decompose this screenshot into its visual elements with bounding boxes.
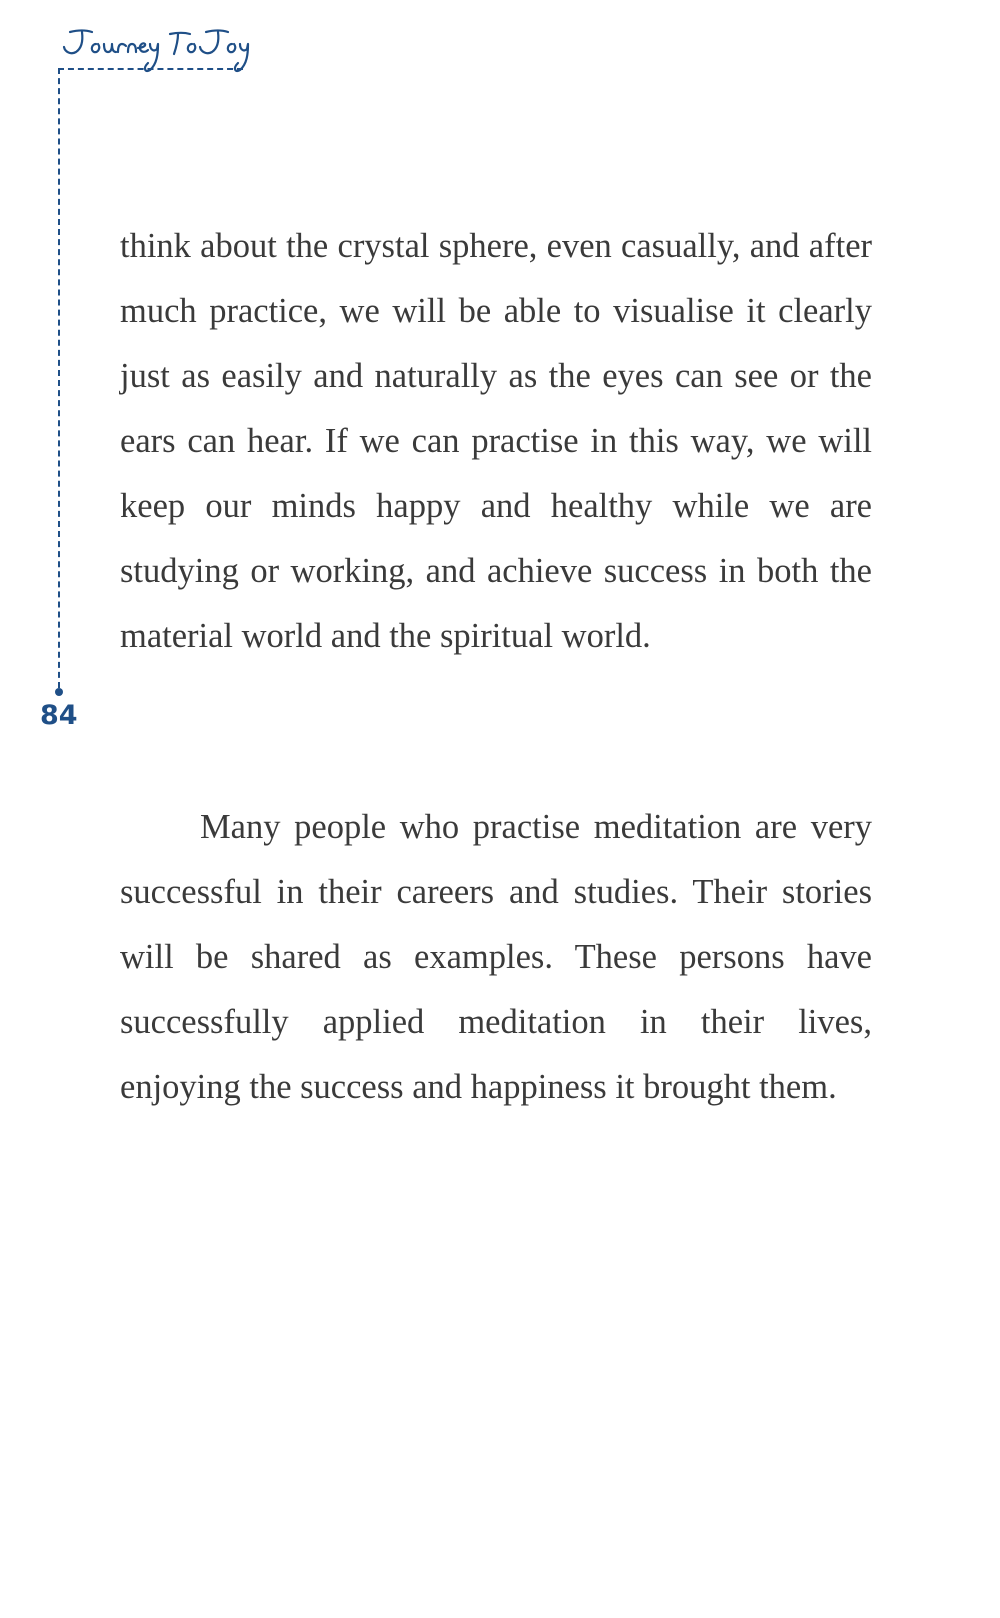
page-number: 84 [40,700,78,731]
book-title-script [58,26,258,74]
guide-dot [55,688,63,696]
guide-line-horizontal [58,68,243,70]
guide-line-vertical [58,68,60,688]
body-paragraph-2: Many people who practise meditation are very successful in their careers and studies. Their stories will be shared as examples. These persons have successfully applied meditation in their lives, enjoying the success and happiness it brought them. [120,808,872,1106]
body-paragraph-1: think about the crystal sphere, even casually, and after much practice, we will be able to visualise it clearly just as easily and naturally as the eyes can see or the ears can hear. If we can practise in this way, we will keep our minds happy and healthy while we are studying or working, and achieve success in both the material world and the spiritual world. [120,227,872,655]
